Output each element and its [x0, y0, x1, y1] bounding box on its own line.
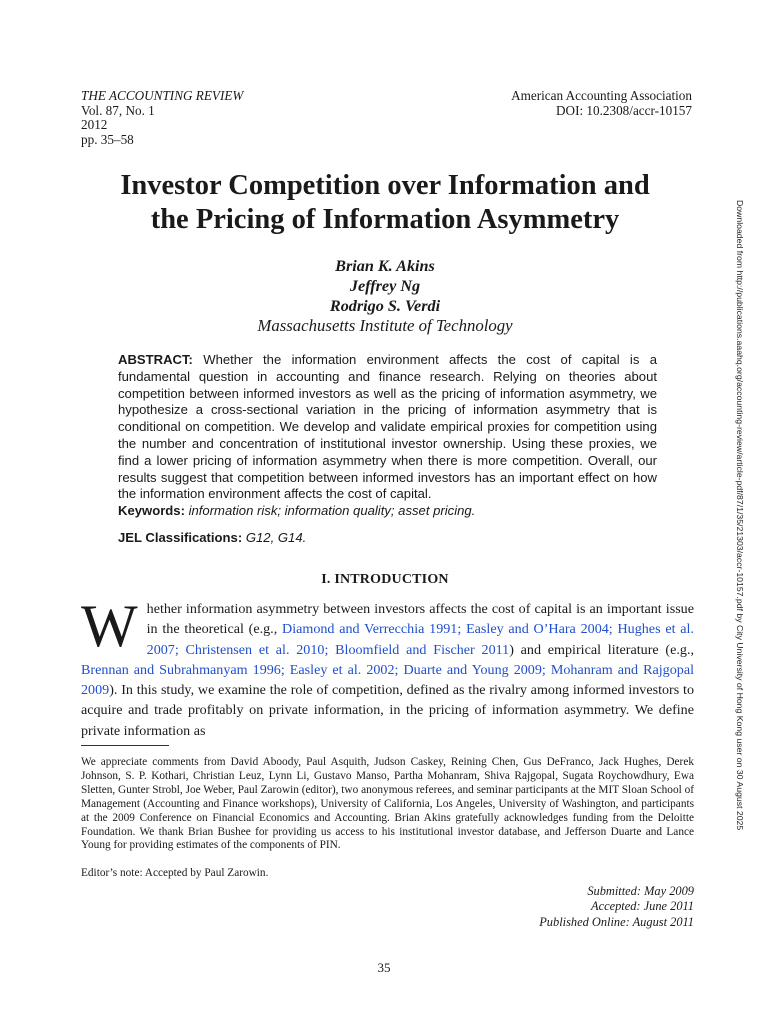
intro-text-1: hether information asymmetry between investors affects the cost of capital is an important issue in the theoretical (e.g.,	[146, 601, 694, 638]
accepted-date: Accepted: June 2011	[591, 899, 694, 914]
intro-paragraph	[81, 593, 694, 741]
publisher-info	[511, 89, 692, 118]
journal-volume: Vol. 87, No. 1	[81, 102, 155, 118]
jel-text: G12, G14.	[242, 530, 307, 545]
author-name: Brian K. Akins	[335, 257, 435, 275]
keywords	[118, 503, 657, 518]
page-number: 35	[377, 960, 391, 975]
footnote-divider	[81, 745, 169, 746]
acknowledgements-footnote: We appreciate comments from David Aboody, Paul Asquith, Judson Caskey, Reining Chen, Gus DeFranco, Jack Hughes, Derek Johnson, S. P. Kothari, Christian Leuz, Lynn Li, Gustavo Manso, Partha Mohanram, Shiva Rajgopal, Sugata Roychowdhury, Ewa Sletten, Gunter Strobl, Joe Weber, Paul Zarowin (editor), two anonymous referees, and seminar participants at the MIT Sloan School of Management (Accounting and Finance workshops), University of California, Los Angeles, University of Washington, and participants at the 2009 Conference on Financial Economics and Accounting. Brian Akins gratefully acknowledges funding from the Deloitte Foundation. We thank Brian Bushee for providing us access to his institutional investor database, and Jefferson Duarte and Lance Young for providing estimates of the components of PIN.	[81, 756, 694, 852]
abstract-label: ABSTRACT:	[118, 352, 193, 367]
citation-link[interactable]: Brennan and Subrahmanyam 1996; Easley et al. 2002; Duarte and Young 2009; Mohanram and Rajgopal 2009	[81, 661, 694, 699]
title-line-2: the Pricing of Information Asymmetry	[150, 204, 620, 235]
jel-classifications	[118, 530, 657, 545]
author-block	[60, 256, 710, 336]
affiliation: Massachusetts Institute of Technology	[257, 316, 513, 335]
editor-note: Editor’s note: Accepted by Paul Zarowin.	[81, 867, 269, 879]
drop-cap: W	[81, 593, 138, 659]
keywords-text: information risk; information quality; asset pricing.	[184, 503, 476, 518]
abstract-text: Whether the information environment affects the cost of capital is a fundamental question in accounting and finance research. Relying on theories about competition between informed investors as well as the pricing of information asymmetry, we hypothesize a cross-sectional variation in the pricing of information asymmetry that is conditional on competition. We develop and validate empirical proxies for competition using the number and concentration of institutional investor ownership. Using these proxies, we find a lower pricing of information asymmetry when there is more competition. Overall, our results suggest that competition between informed investors has an important effect on how the information environment affects the cost of capital.	[118, 352, 657, 502]
submitted-date: Submitted: May 2009	[587, 884, 694, 898]
intro-text-2: ) and empirical literature (e.g.,	[509, 641, 694, 658]
download-notice: Downloaded from http://publications.aaahq.org/accounting-review/article-pdf/87/1/35/21303/accr-10157.pdf by City University of Hong Kong user on 30 August 2025	[735, 200, 745, 831]
author-name: Rodrigo S. Verdi	[329, 297, 441, 315]
section-heading: I. INTRODUCTION	[321, 572, 449, 587]
journal-name: THE ACCOUNTING REVIEW	[81, 88, 244, 103]
title-line-1: Investor Competition over Information and	[120, 170, 650, 201]
abstract	[118, 352, 657, 503]
journal-info	[81, 89, 243, 147]
jel-label: JEL Classifications:	[118, 530, 243, 545]
intro-text-3: ). In this study, we examine the role of competition, defined as the rivalry among informed investors to acquire and trade profitably on private information, in the pricing of information asymmetry. We define private information as	[81, 682, 694, 739]
keywords-label: Keywords:	[118, 503, 185, 518]
author-name: Jeffrey Ng	[349, 277, 421, 295]
journal-pages: pp. 35–58	[81, 131, 134, 147]
paper-title	[60, 169, 710, 237]
journal-year: 2012	[81, 117, 108, 133]
doi[interactable]: DOI: 10.2308/accr-10157	[556, 102, 692, 118]
publisher-name: American Accounting Association	[511, 88, 692, 103]
citation-link[interactable]: Diamond and Verrecchia 1991; Easley and O’Hara 2004; Hughes et al. 2007; Christensen et al. 2010; Bloomfield and Fischer 2011	[146, 621, 694, 658]
submission-dates	[539, 884, 694, 930]
published-date: Published Online: August 2011	[539, 914, 694, 929]
